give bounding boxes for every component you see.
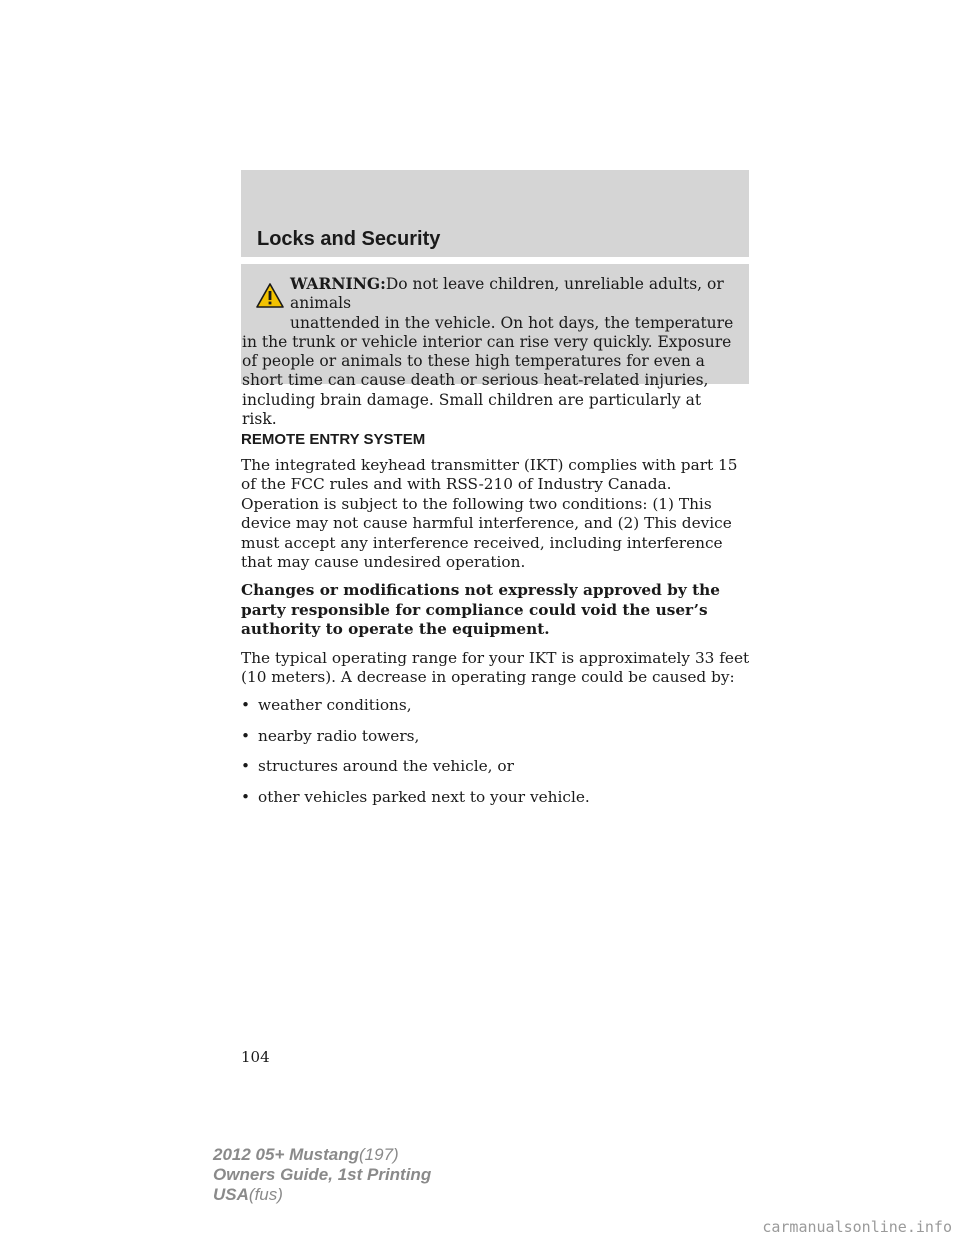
document-footer	[213, 1145, 431, 1205]
chapter-title: Locks and Security	[257, 228, 441, 250]
list-item	[241, 757, 751, 776]
main-content	[241, 430, 751, 818]
warning-line-1: Do not leave children, unreliable adults, or animals	[290, 275, 724, 313]
list-item-text: weather conditions,	[258, 696, 412, 715]
footer-market: USA	[213, 1185, 249, 1204]
paragraph-ikt-compliance: The integrated keyhead transmitter (IKT) complies with part 15 of the FCC rules and with RSS-210 of Industry Canada. Operation is subject to the following two conditions: (1) This device may not cause harmful interference, and (2) This device must accept any interference received, including interference that may cause undesired operation.	[241, 456, 738, 572]
list-item	[241, 788, 751, 807]
paragraph-modifications-notice: Changes or modifications not expressly approved by the party responsible for compliance could void the user’s authority to operate the equipment.	[241, 581, 721, 639]
bullet-icon: •	[241, 787, 251, 806]
bullet-icon: •	[241, 696, 251, 715]
list-item-text: structures around the vehicle, or	[258, 757, 514, 776]
footer-model-code: (197)	[359, 1145, 399, 1164]
bullet-icon: •	[241, 757, 251, 776]
paragraph-operating-range: The typical operating range for your IKT is approximately 33 feet (10 meters). A decrease in operating range could be caused by:	[241, 648, 750, 687]
footer-line-2: Owners Guide, 1st Printing	[213, 1165, 432, 1184]
list-item	[241, 696, 751, 715]
warning-label: WARNING:	[290, 274, 386, 293]
section-heading: REMOTE ENTRY SYSTEM	[241, 431, 426, 448]
watermark-text: carmanualsonline.info	[762, 1218, 952, 1236]
warning-box	[241, 264, 749, 429]
list-item-text: other vehicles parked next to your vehicle.	[258, 787, 590, 806]
range-factors-list	[241, 696, 751, 807]
footer-model: 2012 05+ Mustang	[213, 1145, 359, 1164]
page-number: 104	[241, 1048, 270, 1066]
bullet-icon: •	[241, 726, 251, 745]
list-item-text: nearby radio towers,	[258, 726, 420, 745]
chapter-header-band	[241, 170, 749, 257]
footer-line-3	[213, 1185, 431, 1205]
warning-rest: unattended in the vehicle. On hot days, the temperature in the trunk or vehicle interior can rise very quickly. Exposure of people or animals to these high temperatures for even a short time can cause death or serious heat-related injuries, including brain damage. Small children are particularly at risk.	[242, 313, 734, 429]
list-item	[241, 727, 751, 746]
footer-line-1	[213, 1145, 431, 1165]
footer-market-code: (fus)	[248, 1185, 283, 1204]
warning-text	[241, 274, 734, 429]
